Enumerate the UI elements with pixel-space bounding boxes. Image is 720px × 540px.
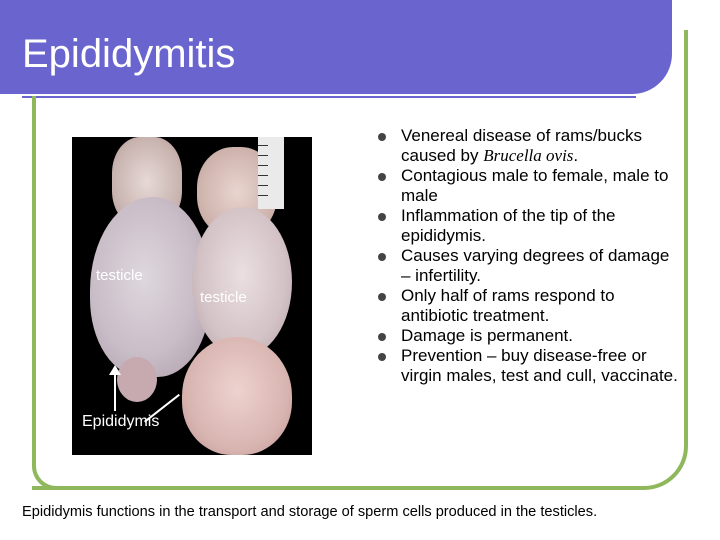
testicle-label-right: testicle — [200, 289, 247, 306]
bullet-item — [378, 126, 678, 166]
specimen-photo — [72, 137, 312, 455]
bullet-dot-icon — [378, 253, 386, 261]
left-epididymis-tail — [117, 357, 157, 402]
bullet-item — [378, 206, 678, 246]
bullet-item — [378, 326, 678, 346]
bullet-list — [378, 126, 678, 386]
arrow-up-icon — [114, 373, 116, 411]
testicle-label-left: testicle — [96, 267, 143, 284]
bullet-dot-icon — [378, 333, 386, 341]
bullet-text: Prevention – buy disease-free or virgin males, test and cull, vaccinate. — [401, 346, 678, 385]
bullet-dot-icon — [378, 213, 386, 221]
bullet-dot-icon — [378, 133, 386, 141]
bullet-text: Contagious male to female, male to male — [401, 166, 669, 205]
right-testicle-specimen — [192, 207, 292, 357]
bullet-item — [378, 286, 678, 326]
bullet-dot-icon — [378, 293, 386, 301]
bullet-text: Damage is permanent. — [401, 326, 573, 345]
bullet-item — [378, 166, 678, 206]
bullet-text: Only half of rams respond to antibiotic treatment. — [401, 286, 615, 325]
bullet-item — [378, 246, 678, 286]
bullet-text-end: . — [573, 146, 579, 165]
slide-frame-left — [32, 96, 36, 466]
caption: Epididymis functions in the transport and storage of sperm cells produced in the testicles. — [22, 504, 598, 520]
right-epididymis-swollen — [182, 337, 292, 455]
bullet-italic-text: Brucella ovis — [483, 146, 574, 165]
bullet-text: Venereal disease of rams/bucks caused by — [401, 126, 642, 165]
bullet-dot-icon — [378, 173, 386, 181]
epididymis-label: Epididymis — [82, 413, 160, 430]
bullet-item — [378, 346, 678, 386]
bullet-dot-icon — [378, 353, 386, 361]
bullet-text: Inflammation of the tip of the epididymis. — [401, 206, 616, 245]
bullet-text: Causes varying degrees of damage – infertility. — [401, 246, 670, 285]
ruler — [258, 137, 284, 209]
slide-title: Epididymitis — [22, 32, 236, 76]
